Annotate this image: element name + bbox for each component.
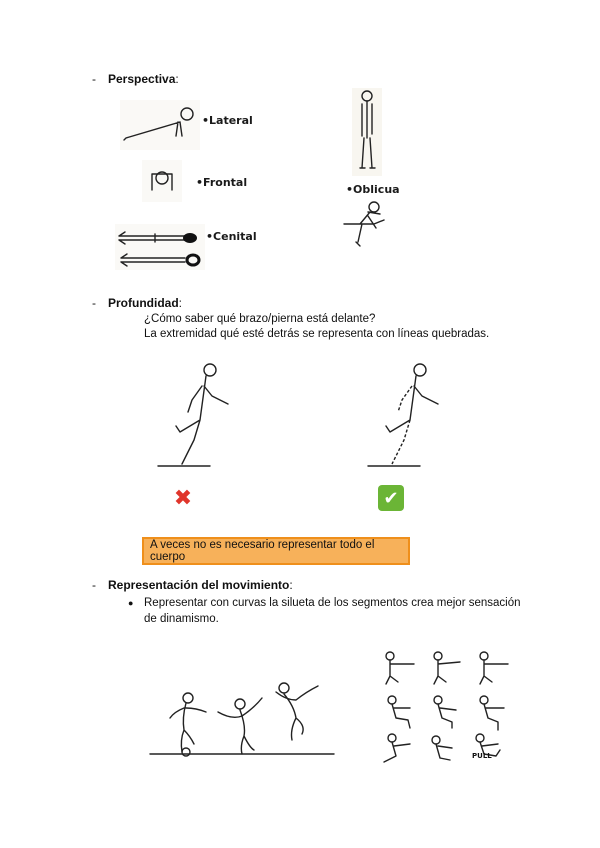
profundidad-explanation: La extremidad qué esté detrás se representa con líneas quebradas.: [144, 328, 490, 340]
heading-movimiento-title: Representación del movimiento: [108, 578, 290, 592]
bullet-dash: -: [92, 578, 96, 592]
figure-running-right: [368, 356, 448, 470]
heading-colon: :: [175, 72, 179, 86]
movimiento-bullet-text: Representar con curvas la silueta de los segmentos crea mejor sensación de dinamismo.: [144, 597, 521, 625]
figure-dynamic-sequence: [150, 678, 340, 758]
figure-running-wrong: [158, 356, 238, 470]
bullet-dash: -: [92, 296, 96, 310]
label-pull: PULL: [472, 752, 492, 760]
check-mark-icon: ✔: [378, 485, 404, 511]
figure-cenital: [115, 224, 205, 270]
heading-movimiento: [108, 578, 293, 592]
heading-perspectiva-title: Perspectiva: [108, 72, 176, 86]
label-lateral: •Lateral: [202, 114, 253, 127]
note-box: [142, 537, 410, 565]
figure-lateral: [120, 100, 200, 150]
figure-oblique: [340, 198, 392, 248]
figure-frontal: [142, 160, 182, 202]
heading-profundidad-title: Profundidad: [108, 296, 179, 310]
label-cenital: •Cenital: [206, 230, 257, 243]
heading-perspectiva: [108, 72, 179, 86]
figure-standing: [352, 88, 382, 176]
bullet-dash: -: [92, 72, 96, 86]
heading-colon: :: [178, 296, 183, 310]
heading-colon: :: [289, 578, 293, 592]
note-text: A veces no es necesario representar todo el cuerpo: [150, 539, 375, 563]
bullet-dot: ●: [128, 598, 134, 608]
figure-pull-sequence: [380, 648, 515, 766]
heading-profundidad: [108, 296, 182, 310]
wrong-mark-icon: ✖: [173, 485, 193, 510]
label-frontal: •Frontal: [196, 176, 248, 189]
profundidad-question: ¿Cómo saber qué brazo/pierna está delante?: [144, 313, 376, 325]
label-oblicua: •Oblicua: [346, 183, 400, 196]
